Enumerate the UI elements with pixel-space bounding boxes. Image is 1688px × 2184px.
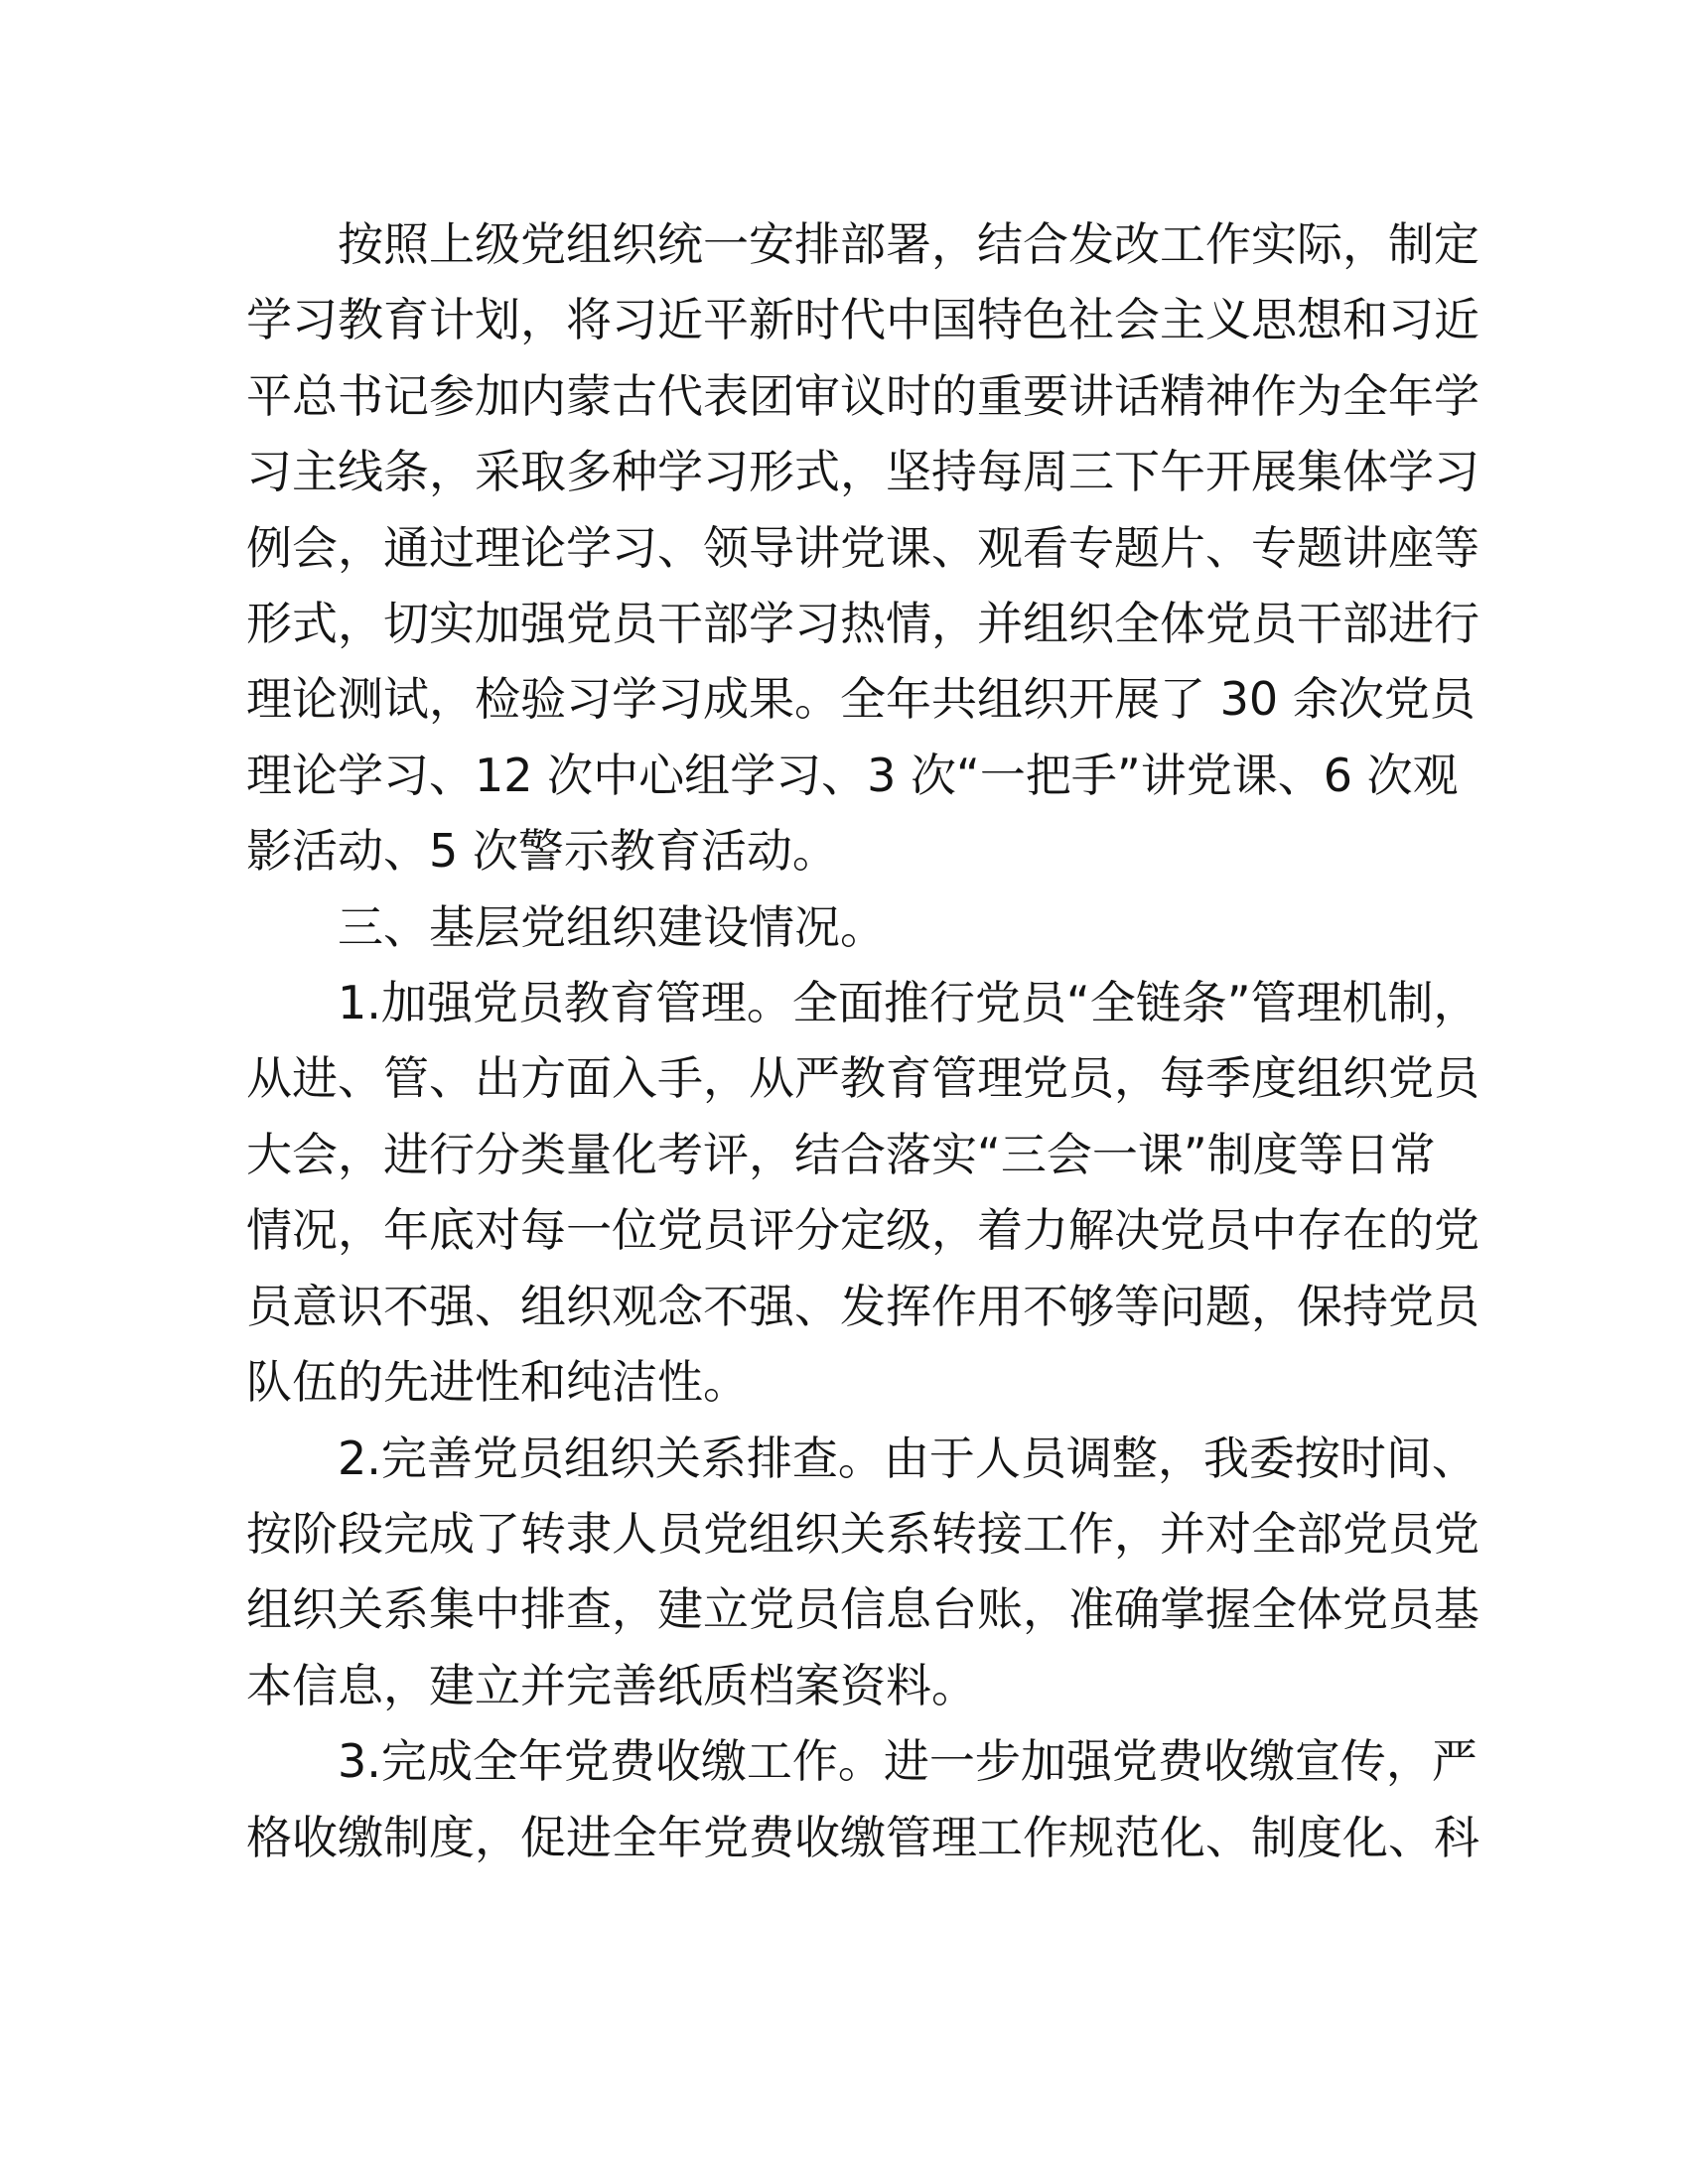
text-line: 例会，通过理论学习、领导讲党课、观看专题片、专题讲座等	[246, 520, 1479, 575]
text-line: 1.加强党员教育管理。全面推行党员“全链条”管理机制，	[338, 976, 1479, 1030]
text-line: 三、基层党组织建设情况。	[338, 899, 886, 954]
text-line: 格收缴制度，促进全年党费收缴管理工作规范化、制度化、科	[246, 1810, 1479, 1864]
section-heading	[246, 889, 1438, 965]
paragraph-party-dues	[246, 1723, 1479, 1875]
text-line: 员意识不强、组织观念不强、发挥作用不够等问题，保持党员	[246, 1279, 1479, 1333]
paragraph-education-management	[246, 965, 1479, 1420]
text-line: 3.完成全年党费收缴工作。进一步加强党费收缴宣传，严	[338, 1734, 1477, 1789]
text-line: 习主线条，采取多种学习形式，坚持每周三下午开展集体学习	[246, 445, 1479, 499]
text-line: 理论学习、12 次中心组学习、3 次“一把手”讲党课、6 次观	[246, 748, 1459, 802]
paragraph-relation-check	[246, 1421, 1479, 1724]
text-line: 从进、管、出方面入手，从严教育管理党员，每季度组织党员	[246, 1051, 1479, 1106]
text-line: 形式，切实加强党员干部学习热情，并组织全体党员干部进行	[246, 597, 1479, 651]
text-line: 大会，进行分类量化考评，结合落实“三会一课”制度等日常	[246, 1127, 1436, 1181]
text-line: 按阶段完成了转隶人员党组织关系转接工作，并对全部党员党	[246, 1506, 1479, 1561]
text-line: 平总书记参加内蒙古代表团审议时的重要讲话精神作为全年学	[246, 368, 1479, 423]
text-line: 2.完善党员组织关系排查。由于人员调整，我委按时间、	[338, 1431, 1477, 1485]
text-line: 本信息，建立并完善纸质档案资料。	[246, 1658, 977, 1712]
text-line: 影活动、5 次警示教育活动。	[246, 824, 838, 879]
text-line: 学习教育计划，将习近平新时代中国特色社会主义思想和习近	[246, 293, 1479, 347]
text-line: 队伍的先进性和纯洁性。	[246, 1355, 749, 1410]
text-line: 组织关系集中排查，建立党员信息台账，准确掌握全体党员基	[246, 1582, 1479, 1637]
text-line: 理论测试，检验习学习成果。全年共组织开展了 30 余次党员	[246, 672, 1476, 727]
text-line: 情况，年底对每一位党员评分定级，着力解决党员中存在的党	[246, 1203, 1479, 1258]
paragraph-study-plan	[246, 206, 1479, 889]
document-body	[246, 206, 1479, 1875]
text-line: 按照上级党组织统一安排部署，结合发改工作实际，制定	[338, 217, 1479, 271]
